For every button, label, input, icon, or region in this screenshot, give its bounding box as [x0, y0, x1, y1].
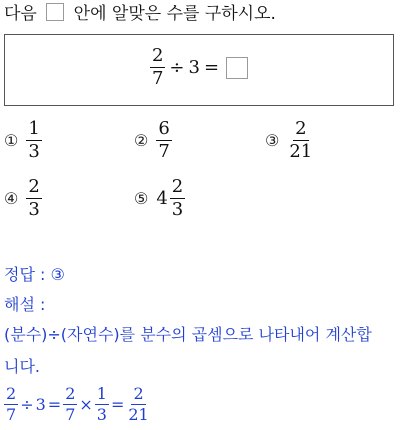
- option-3-numerator: 2: [295, 118, 307, 139]
- option-2: [134, 120, 172, 161]
- calc-division-sign: ÷: [20, 395, 34, 414]
- calc-fraction-2-numerator: 2: [65, 384, 76, 403]
- option-1-fraction: [26, 120, 41, 161]
- option-3-marker: ③: [265, 131, 280, 150]
- question-fraction: [150, 47, 165, 88]
- answer-label: 정답 :: [4, 265, 46, 284]
- question-divisor: 3: [188, 57, 200, 78]
- option-5-fraction: [170, 178, 185, 219]
- option-5-whole-number: 4: [156, 188, 168, 209]
- option-5-denominator: 3: [171, 199, 184, 220]
- option-4-fraction: [26, 178, 41, 219]
- option-5-numerator: 2: [171, 176, 184, 197]
- option-2-numerator: 6: [158, 118, 170, 139]
- option-1-numerator: 1: [28, 118, 40, 139]
- calc-fraction-3-numerator: 1: [96, 384, 107, 403]
- option-4-marker: ④: [4, 189, 19, 208]
- blank-box-icon: [46, 3, 64, 21]
- calc-fraction-4-denominator: 21: [128, 405, 149, 424]
- option-5-marker: ⑤: [134, 189, 149, 208]
- option-4: [4, 178, 42, 219]
- question-fraction-denominator: 7: [151, 68, 164, 89]
- explanation-line-1: (분수)÷(자연수)를 분수의 곱셈으로 나타내어 계산합: [4, 325, 372, 344]
- calc-fraction-3: [95, 386, 109, 423]
- calc-equals-2: =: [110, 395, 125, 414]
- option-3-denominator: 21: [289, 141, 313, 162]
- calc-multiplication-sign: ×: [79, 395, 93, 414]
- calc-fraction-1-denominator: 7: [6, 405, 17, 424]
- question-expression: [5, 47, 393, 88]
- prompt-text-after: 안에 알맞은 수를 구하시오.: [73, 4, 276, 24]
- calc-equals-1: =: [47, 395, 62, 414]
- calc-fraction-1: [4, 386, 18, 423]
- option-2-fraction: [156, 120, 171, 161]
- calc-fraction-2: [63, 386, 77, 423]
- option-3: [265, 120, 314, 161]
- question-fraction-numerator: 2: [151, 45, 164, 66]
- calc-fraction-4: [126, 386, 150, 423]
- option-2-denominator: 7: [158, 141, 170, 162]
- explanation-label: 해설 :: [4, 295, 46, 314]
- answer-line: [4, 264, 65, 286]
- question-box: [4, 34, 394, 106]
- answer-value: ③: [50, 265, 65, 284]
- prompt-text-before: 다음: [4, 4, 37, 24]
- solution-calculation: [4, 386, 151, 423]
- option-3-fraction: [287, 120, 314, 161]
- answer-blank-box: [226, 57, 248, 79]
- calc-fraction-2-denominator: 7: [65, 405, 76, 424]
- option-2-marker: ②: [134, 131, 149, 150]
- option-1-marker: ①: [4, 131, 19, 150]
- equals-sign: =: [203, 57, 220, 78]
- calc-divisor: 3: [35, 395, 46, 414]
- option-4-numerator: 2: [28, 176, 40, 197]
- option-1-denominator: 3: [28, 141, 40, 162]
- division-sign: ÷: [169, 57, 185, 78]
- calc-fraction-1-numerator: 2: [6, 384, 17, 403]
- explanation-line-2: 니다.: [4, 357, 40, 376]
- option-4-denominator: 3: [28, 199, 40, 220]
- calc-fraction-4-numerator: 2: [133, 384, 144, 403]
- calc-fraction-3-denominator: 3: [96, 405, 107, 424]
- option-1: [4, 120, 42, 161]
- question-prompt: [4, 2, 276, 26]
- option-5: [134, 178, 185, 219]
